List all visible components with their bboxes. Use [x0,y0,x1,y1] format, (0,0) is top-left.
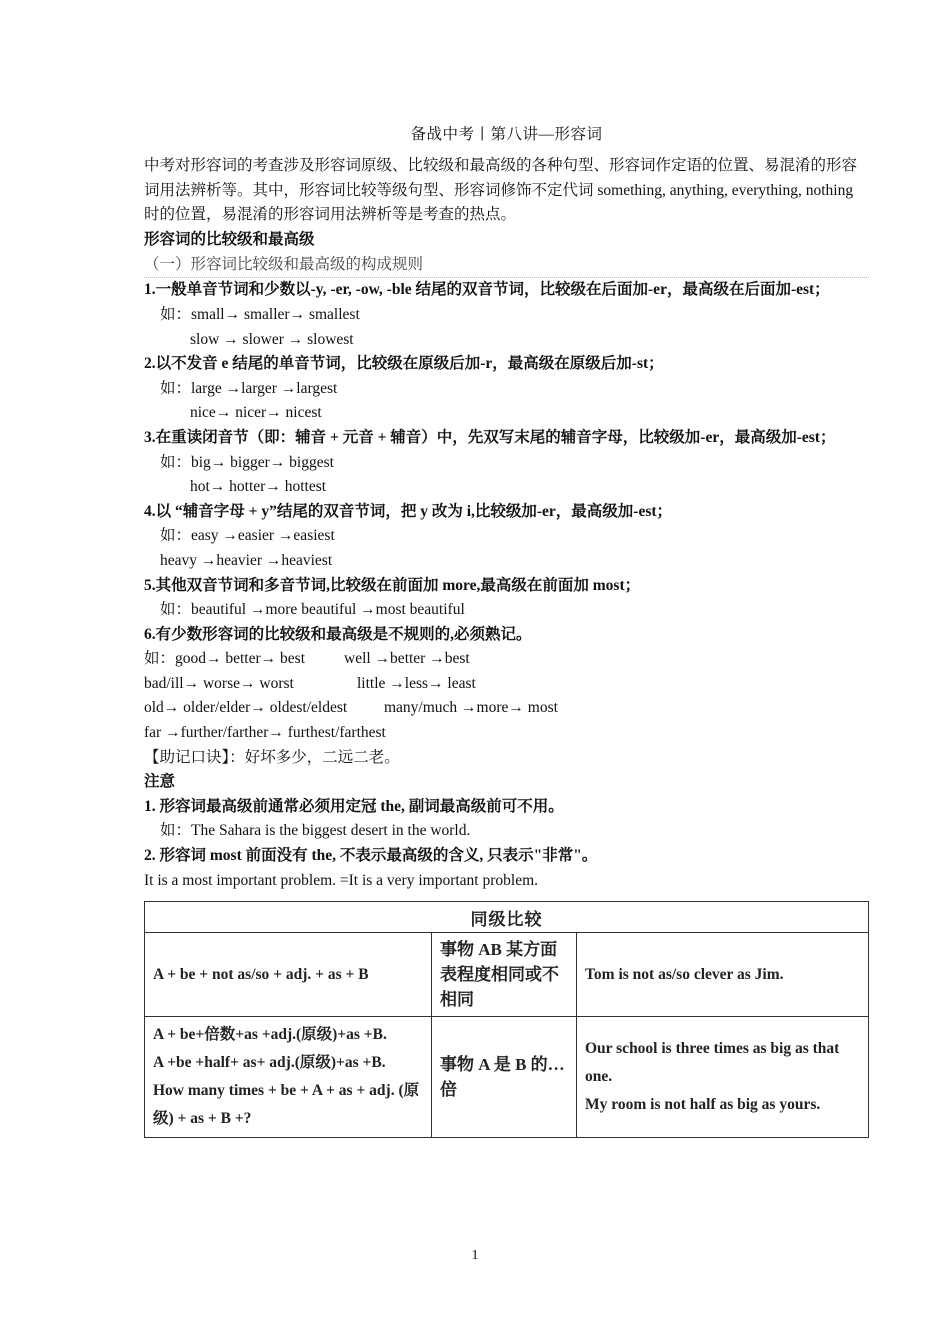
rule-5: 5.其他双音节词和多音节词,比较级在前面加 more,最高级在前面加 most； [144,576,641,594]
irregular-item: far →further/farther→ furthest/farthest [144,724,386,742]
irregular-item: many/much →more→ most [384,699,558,717]
note-heading: 注意 [144,773,176,791]
page-number: 1 [471,1248,479,1263]
table-row [145,1017,869,1138]
example-line: My room is not half as big as yours. [585,1096,821,1114]
rule-6: 6.有少数形容词的比较级和最高级是不规则的,必须熟记。 [144,625,532,643]
rule-2-example-1: 如：large →larger →largest [160,379,338,397]
rule-3-example-1: 如：big→ bigger→ biggest [160,453,334,471]
note-1-example: 如：The Sahara is the biggest desert in the world. [160,822,471,840]
rule-3-example-2: hot→ hotter→ hottest [190,478,327,496]
irregular-row [144,721,869,746]
example-cell [577,1017,869,1138]
irregular-item: 如：good→ better→ best [144,650,306,668]
rule-2-example-2: nice→ nicer→ nicest [190,404,322,422]
table-row [145,933,869,1017]
rule-5-example-1: 如：beautiful →more beautiful →most beautiful [160,601,465,619]
pattern-cell [145,933,432,1017]
rule-1-example-2: slow → slower → slowest [190,330,354,348]
rule-4-example-1: 如：easy →easier →easiest [160,527,335,545]
note-2: 2. 形容词 most 前面没有 the, 不表示最高级的含义, 只表示"非常"。 [144,847,598,865]
example-cell [577,933,869,1017]
rule-1-example-1: 如：small→ smaller→ smallest [160,305,360,323]
rule-4-example-2: heavy →heavier →heaviest [160,551,333,569]
pattern-line: A +be +half+ as+ adj.(原级)+as +B. [153,1054,386,1072]
rule-4: 4.以 “辅音字母 + y”结尾的双音节词，把 y 改为 i,比较级加-er，最高级加-est； [144,502,673,520]
pattern-line: How many times + be + A + as + adj. (原级) + as + B +? [153,1082,420,1128]
document-title: 备战中考丨第八讲—形容词 [410,126,603,143]
meaning-cell: 事物 A 是 B 的…倍 [432,1017,577,1138]
rule-3: 3.在重读闭音节（即：辅音 + 元音 + 辅音）中，先双写末尾的辅音字母，比较级加-er，最高级加-est； [144,428,836,446]
table-header: 同级比较 [145,902,869,933]
irregular-item: well →better →best [344,650,470,668]
rule-2: 2.以不发音 e 结尾的单音节词，比较级在原级后加-r，最高级在原级后加-st； [144,355,664,373]
intro-paragraph: 中考对形容词的考查涉及形容词原级、比较级和最高级的各种句型、形容词作定语的位置、易混淆的形容词用法辨析等。其中，形容词比较等级句型、形容词修饰不定代词 something, anything, everything, nothing 时的位置，易混淆的形容词用法辨析等是考查的热点。 [144,157,858,224]
irregular-row [144,696,869,721]
irregular-item: little →less→ least [357,674,476,692]
irregular-row [144,647,869,672]
subsection-heading: （一）形容词比较级和最高级的构成规则 [144,252,869,278]
mnemonic: 【助记口诀】：好坏多少，二远二老。 [144,748,400,766]
example-line: Our school is three times as big as that one. [585,1040,840,1086]
meaning-cell: 事物 AB 某方面表程度相同或不相同 [432,933,577,1017]
rule-1: 1.一般单音节词和少数以-y, -er, -ow, -ble 结尾的双音节词，比较级在后面加-er，最高级在后面加-est； [144,281,830,299]
irregular-item: old→ older/elder→ oldest/eldest [144,699,348,717]
example-line: Tom is not as/so clever as Jim. [585,965,784,983]
irregular-row [144,672,869,697]
irregular-item: bad/ill→ worse→ worst [144,674,294,692]
note-2-example: It is a most important problem. =It is a very important problem. [144,871,539,889]
document-page [144,122,869,1138]
note-1: 1. 形容词最高级前通常必须用定冠 the, 副词最高级前可不用。 [144,797,564,815]
pattern-line: A + be+倍数+as +adj.(原级)+as +B. [153,1026,387,1044]
pattern-cell [145,1017,432,1138]
pattern-line: A + be + not as/so + adj. + as + B [153,965,369,983]
section-heading: 形容词的比较级和最高级 [144,230,315,248]
comparison-table [144,901,869,1138]
